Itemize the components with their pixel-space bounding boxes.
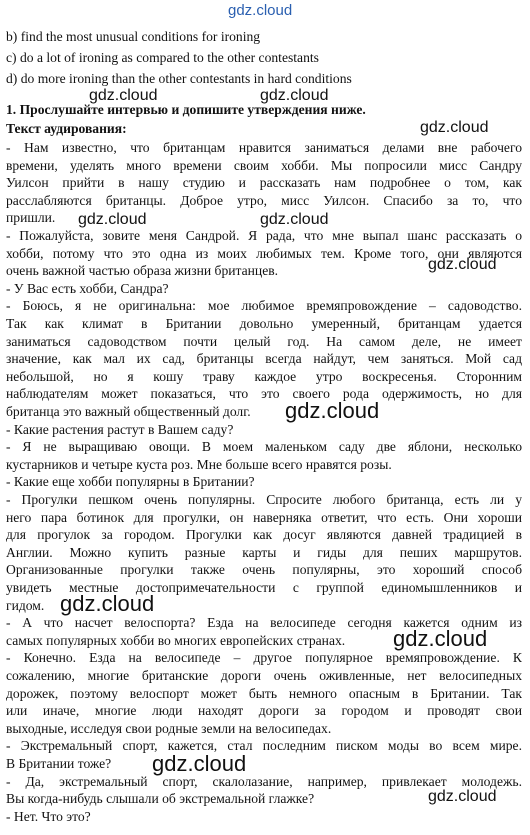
text-line: - Экстремальный спорт, кажется, стал последним писком моды во всем мире. — [6, 738, 522, 754]
text-line: - Конечно. Езда на велосипеде – другое популярное времяпровождение. К — [6, 650, 522, 666]
option-d: d) do more ironing than the other contestants in hard conditions — [6, 71, 352, 86]
text-line: выходные, исследуя свои родные земли на велосипедах. — [6, 720, 332, 736]
text-line: - Боюсь, я не оригинальна: мое любимое времяпровождение – садоводство. — [6, 298, 522, 314]
text-line: дорожек, поэтому велоспорт может быть немного опасным в Британии. Так — [6, 685, 522, 701]
text-line: - Какие еще хобби популярны в Британии? — [6, 474, 255, 490]
text-line: В Британии тоже? — [6, 756, 112, 771]
text-line: - Какие растения растут в Вашем саду? — [6, 421, 234, 437]
site-logo[interactable]: gdz.cloud — [228, 2, 293, 19]
text-line: времени, уделять много времени своим хобби. Мы попросили мисс Сандру — [6, 157, 522, 173]
text-line: заниматься садоводством почти целый год. На самом деле, не имеет — [6, 333, 522, 349]
text-line: Так как климат в Британии довольно умеренный, британцам удается — [6, 316, 522, 331]
text-line: небольшой, но я кошу траву каждое утро воскресенья. Сторонним — [6, 368, 522, 384]
text-line: - Нет. Что это? — [6, 808, 91, 824]
text-line: Уилсон прийти в нашу студию и рассказать нам подробнее о том, как — [6, 175, 522, 191]
watermark: gdz.cloud — [60, 591, 155, 616]
text-line: расслабляются британцы. Доброе утро, мисс Уилсон. Спасибо за то, что — [6, 192, 522, 208]
text-line: британца это важный общественный долг. — [6, 404, 251, 419]
text-line: очень важной частью образа жизни британцев. — [6, 263, 279, 279]
text-line: Англии. Можно купить разные карты и гиды для пеших маршрутов. — [6, 544, 522, 560]
text-line: самых популярных хобби во многих европейских странах. — [6, 632, 346, 648]
watermark: gdz.cloud — [285, 398, 380, 423]
task-subtitle: Текст аудирования: — [6, 121, 127, 136]
watermark: gdz.cloud — [428, 788, 497, 805]
text-line: Организованные прогулки также очень популярны, это хороший способ — [6, 562, 522, 578]
text-line: сожалению, многие британские дороги очень оживленные, нет велосипедных — [6, 668, 522, 683]
task-title: 1. Прослушайте интервью и допишите утверждения ниже. — [6, 102, 366, 117]
text-line: наблюдателям может показаться, что это своего рода одержимость, но для — [6, 386, 522, 402]
option-c: c) do a lot of ironing as compared to the other contestants — [6, 50, 319, 65]
text-line: - Нам известно, что британцам нравится заниматься делами вне рабочего — [6, 140, 522, 155]
watermark: gdz.cloud — [78, 211, 147, 228]
watermark: gdz.cloud — [420, 119, 489, 136]
text-line: него пара ботинок для прогулки, он наверняка ответит, что есть. Они хороши — [6, 509, 522, 525]
watermark: gdz.cloud — [393, 626, 488, 651]
text-line: кустарников и четыре куста роз. Мне больше всего нравятся розы. — [6, 456, 392, 472]
watermark: gdz.cloud — [260, 87, 329, 104]
text-line: для прогулок за городом. Прогулки как досуг являются давней традицией в — [6, 527, 522, 543]
watermark: gdz.cloud — [428, 256, 497, 273]
text-line: гидом. — [6, 597, 45, 613]
text-line: Вы когда-нибудь слышали об экстремальной глажке? — [6, 791, 315, 807]
text-line: - Прогулки пешком очень популярны. Спросите любого британца, есть ли у — [6, 492, 522, 507]
text-line: - У Вас есть хобби, Сандра? — [6, 280, 169, 296]
watermark: gdz.cloud — [260, 211, 329, 228]
watermark: gdz.cloud — [152, 751, 247, 776]
text-line: значение, как мал их сад, британцы всегда найдут, чем заняться. Мой сад — [6, 351, 522, 367]
text-line: или иначе, многие люди находят дороги за городом и проводят свои — [6, 703, 522, 719]
text-line: хобби, потому что это одна из моих любимых тем. Кроме того, они являются — [6, 245, 522, 261]
option-b: b) find the most unusual conditions for ironing — [6, 29, 261, 44]
text-line: увидеть местные достопримечательности с группой единомышленников и — [6, 580, 522, 595]
watermark: gdz.cloud — [89, 87, 158, 104]
text-line: - Пожалуйста, зовите меня Сандрой. Я рада, что мне выпал шанс рассказать о — [6, 228, 522, 243]
text-line: пришли. — [6, 210, 56, 226]
text-line: - Да, экстремальный спорт, скалолазание, например, привлекает молодежь. — [6, 773, 522, 789]
text-line: - А что насчет велоспорта? Езда на велосипеде сегодня кажется одним из — [6, 615, 522, 631]
text-line: - Я не выращиваю овощи. В моем маленьком саду две яблони, несколько — [6, 439, 522, 455]
